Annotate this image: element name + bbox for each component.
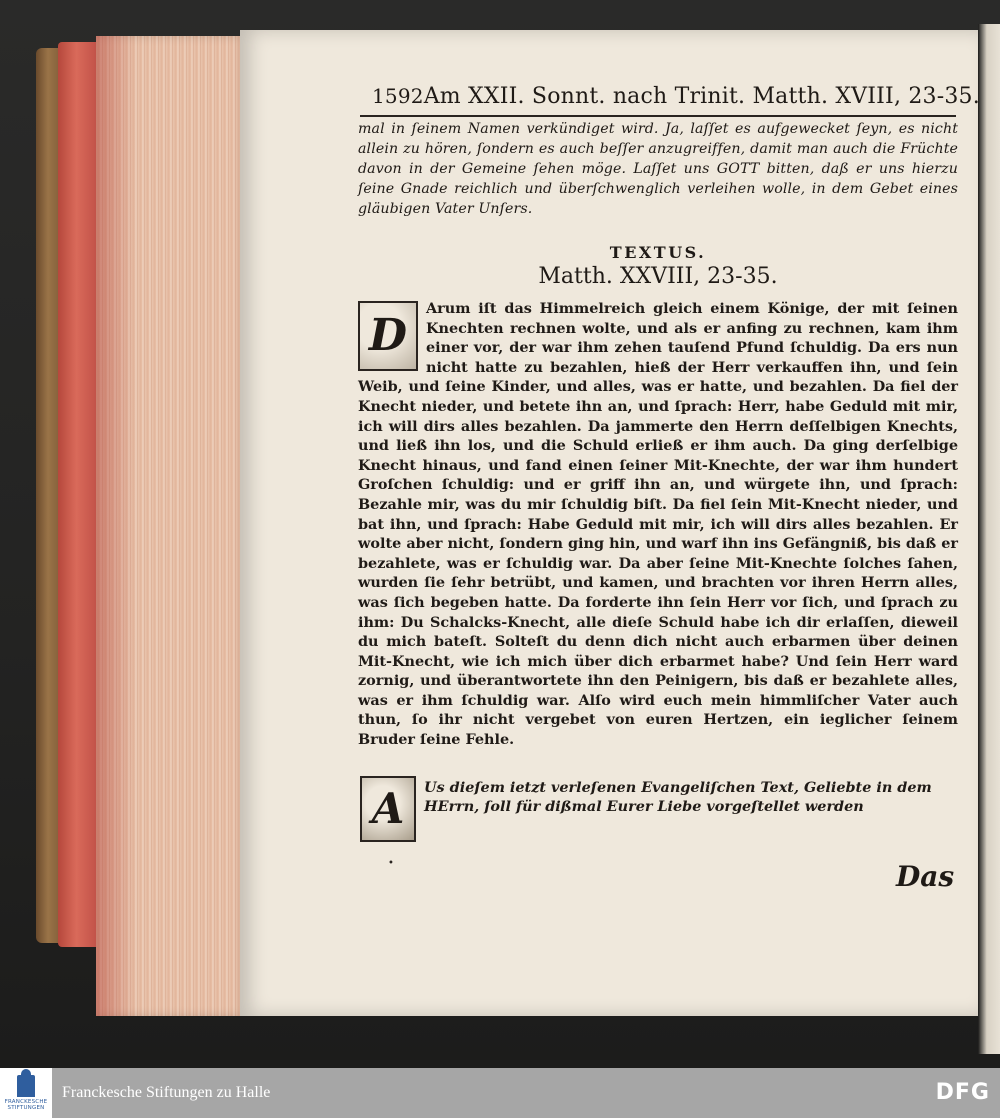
dfg-logo[interactable]: DFG xyxy=(935,1080,990,1105)
institution-logo[interactable] xyxy=(0,1068,52,1118)
building-icon xyxy=(17,1075,35,1097)
decorated-initial-d: D xyxy=(358,301,418,371)
textus-label: TEXTUS. xyxy=(609,243,707,262)
scripture-body: Arum iſt das Himmelreich gleich einem Könige, der mit ſeinen Knechten rechnen wolte, und als er anfing zu rechnen, kam ihm einer vor, der war ihm zehen tauſend Pfund ſchuldig. Da ers nun nicht hatte zu bezahlen, hieß der Herr verkauffen ihn, und ſein Weib, und ſeine Kinder, und alles, was er hatte, und bezahlen. Da fiel der Knecht nieder, und betete ihn an, und ſprach: Herr, habe Geduld mit mir, ich will dirs alles bezahlen. Da jammerte den Herrn deſſelbigen Knechts, und ließ ihn los, und die Schuld erließ er ihm auch. Da ging derſelbige Knecht hinaus, und fand einen ſeiner Mit-Knechte, der war ihm hundert Groſchen ſchuldig: und er griff ihn an, und würgete ihn, und ſprach: Bezahle mir, was du mir ſchuldig biſt. Da fiel ſein Mit-Knecht nieder, und bat ihn, und ſprach: Habe Geduld mit mir, ich will dirs alles bezahlen. Er wolte aber nicht, ſondern ging hin, und warf ihn ins Gefängniß, bis daß er bezahlete, was er ſchuldig war. Da aber ſeine Mit-Knechte ſolches ſahen, wurden ſie ſehr betrübt, und kamen, und brachten vor ihren Herrn alles, was ſich begeben hatte. Da forderte ihn ſein Herr vor ſich, und ſprach zu ihm: Du Schalcks-Knecht, alle dieſe Schuld habe ich dir erlaſſen, dieweil du mich bateſt. Solteſt du denn dich nicht auch erbarmen über deinen Mit-Knecht, wie ich mich über dich erbarmet habe? Und ſein Herr ward zornig, und überantwortete ihn den Peinigern, bis daß er bezahlete alles, was er ihm ſchuldig war. Alſo wird euch mein himmliſcher Vater auch thun, ſo ihr nicht vergebet von euren Hertzen, ein ieglicher ſeinem Bruder ſeine Fehle. xyxy=(358,300,958,749)
catchword: Das xyxy=(896,860,955,893)
closing-paragraph xyxy=(358,778,958,834)
decorated-initial-a: A xyxy=(360,776,416,842)
textus-reference: Matth. XXVIII, 23-35. xyxy=(538,264,778,289)
header-rule xyxy=(360,115,956,117)
page-stack-shade xyxy=(96,36,136,1016)
closing-text: Us dieſem ietzt verleſenen Evangeliſchen Text, Geliebte in dem HErrn, ſoll für dißmal Eurer Liebe vorgeſtellet werden xyxy=(424,778,932,815)
signature-mark: • xyxy=(388,858,394,869)
facing-page-strip xyxy=(978,24,1000,1054)
footer-bar xyxy=(0,1068,1000,1118)
running-head-title: Am XXII. Sonnt. nach Trinit. Matth. XVIII, 23-35. xyxy=(423,84,980,109)
intro-paragraph: mal in ſeinem Namen verkündiget wird. Ja, laſſet es aufgewecket ſeyn, es nicht allein zu hören, ſondern es auch beſſer anzugreiffen, damit man auch die Früchte davon in der Gemeine ſehen möge. Laſſet uns GOTT bitten, daß er uns hierzu ſeine Gnade reichlich und überſchwenglich verleihen wolle, in dem Gebet eines gläubigen Vater Unſers. xyxy=(358,121,958,217)
logo-caption: FRANCKESCHE STIFTUNGEN xyxy=(4,1099,48,1111)
scripture-text xyxy=(358,299,958,750)
page-content xyxy=(358,84,980,842)
page-number: 1592 xyxy=(372,84,424,108)
running-header xyxy=(358,84,980,111)
institution-name[interactable]: Franckesche Stiftungen zu Halle xyxy=(62,1084,271,1101)
